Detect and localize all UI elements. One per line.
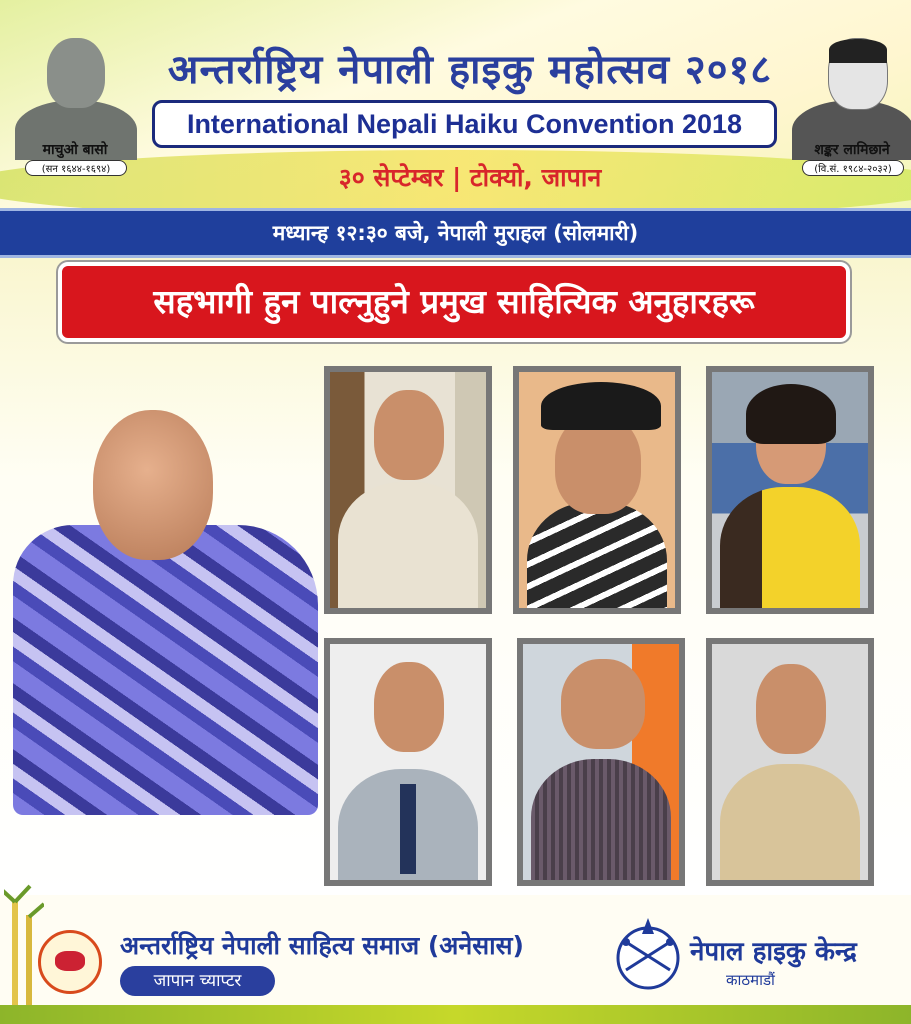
person-head [374,662,444,752]
portrait-statue-head [47,38,105,108]
portrait-basho [5,10,145,180]
participant-photo-5 [517,638,685,886]
organizer-anesas-name: अन्तर्राष्ट्रिय नेपाली साहित्य समाज (अनेसास) [120,931,524,960]
person-body [338,482,478,608]
tie [400,784,416,874]
person-head [756,664,826,754]
bottom-stripe [0,1005,911,1024]
bamboo-icon [4,880,44,1005]
elder-head [93,410,213,560]
time-venue-bar: मध्यान्ह १२:३० बजे, नेपाली मुराहल (सोलमारी) [0,208,911,258]
person-body [720,487,860,608]
person-body [720,764,860,880]
person-head [561,659,645,749]
portrait-name: शङ्कर लामिछाने [814,142,890,158]
title-english: International Nepali Haiku Convention 2018 [152,100,777,148]
person-body [531,759,671,880]
hair [746,384,836,444]
participant-photo-4 [324,638,492,886]
portrait-name: माचुओ बासो [42,142,108,158]
organizer-haiku-kendra-city: काठमाडौं [726,971,775,989]
participants-banner: सहभागी हुन पाल्नुहुने प्रमुख साहित्यिक अनुहारहरू [58,262,850,342]
participant-photo-6 [706,638,874,886]
featured-elder-photo [8,400,328,860]
person-body [527,502,667,608]
person-head [374,390,444,480]
portrait-years: (सन १६४४-१६९४) [25,160,127,176]
date-place: ३० सेप्टेम्बर | टोक्यो, जापान [338,163,602,192]
haiku-kendra-logo-icon [612,912,684,992]
portrait-years: (वि.सं. १९८४-२०३२) [802,160,904,176]
cap [541,382,661,430]
portrait-head [828,38,888,110]
organizer-anesas-chapter: जापान च्याप्टर [120,966,275,996]
anesas-logo-icon [38,930,102,994]
organizer-haiku-kendra-name: नेपाल हाइकु केन्द्र [690,937,857,967]
participant-photo-1 [324,366,492,614]
title-nepali: अन्तर्राष्ट्रिय नेपाली हाइकु महोत्सव २०१८ [167,47,773,93]
elder-shirt [13,525,318,815]
participant-photo-3 [706,366,874,614]
portrait-lamichhane [782,10,911,180]
participant-photo-2 [513,366,681,614]
